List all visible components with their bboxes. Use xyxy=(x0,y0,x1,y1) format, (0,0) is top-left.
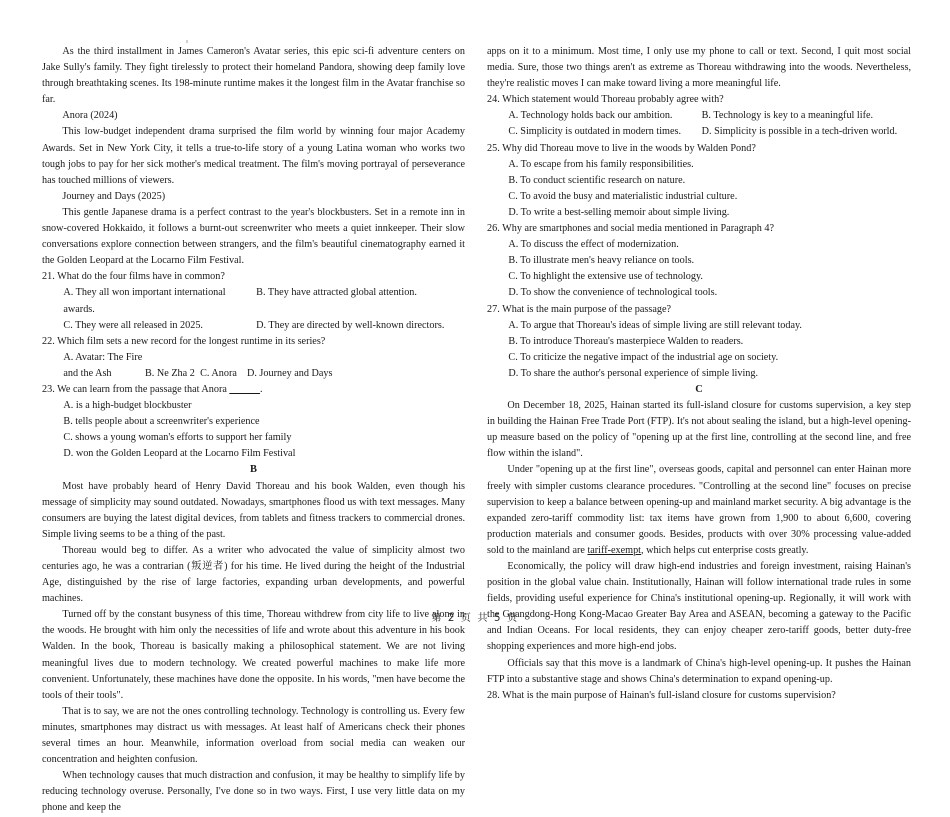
option-23-a[interactable]: A. is a high-budget blockbuster xyxy=(63,400,192,412)
passage-c-p2-part1: Under "opening up at the first line", overseas goods, capital and personnel can enter Hainan more freely with simpler customs clearance procedures. "Controlling at the second line" focuses on precise supervision to keep a balance between opening-up and mainland market security. A big advantage is the expanded zero-tariff commodity list: tax items have grown from 1,900 to about 6,600, covering production materials and consumer goods. Besides, products with over 30% processing value-added sold to the mainland are xyxy=(487,464,911,556)
question-21-options-row-1 xyxy=(42,285,465,317)
question-24-number: 24. xyxy=(487,94,500,106)
question-23-stem xyxy=(42,382,465,398)
option-22-b[interactable]: B. Ne Zha 2 xyxy=(145,367,195,379)
option-23-c[interactable]: C. shows a young woman's efforts to support her family xyxy=(63,432,292,444)
option-25-b[interactable]: B. To conduct scientific research on nature. xyxy=(508,174,686,186)
question-25-stem xyxy=(487,141,911,157)
question-26-number: 26. xyxy=(487,223,500,235)
question-22-text: Which film sets a new record for the longest runtime in its series? xyxy=(57,335,326,347)
option-21-b[interactable]: B. They have attracted global attention. xyxy=(256,287,417,299)
question-23-text-after: . xyxy=(259,383,263,395)
question-24-options-row-2 xyxy=(487,124,911,140)
passage-c-paragraph-4: Officials say that this move is a landmark of China's high-level opening-up. It pushes the Hainan FTP into a substantive stage and shows China's determination to expand opening-up. xyxy=(487,657,911,685)
question-28-text: What is the main purpose of Hainan's full-island closure for customs supervision? xyxy=(502,689,836,701)
question-28-stem xyxy=(487,688,911,704)
option-22-a[interactable]: A. Avatar: The Fire and the Ash xyxy=(63,351,143,379)
option-25-d[interactable]: D. To write a best-selling memoir about simple living. xyxy=(508,206,730,218)
paragraph-avatar: As the third installment in James Cameron's Avatar series, this epic sci-fi adventure centers on Jake Sully's family. They fight tirelessly to protect their homeland Pandora, showing deep family love through breathtaking scenes. Its 198-minute runtime makes it the longest film in the Avatar franchise so far. xyxy=(42,46,465,106)
section-c-letter: C xyxy=(695,383,703,395)
option-27-b[interactable]: B. To introduce Thoreau's masterpiece Walden to readers. xyxy=(508,335,744,347)
passage-b-paragraph-3: Turned off by the constant busyness of this time, Thoreau withdrew from city life to live alone in the woods. He brought with him only the necessities of life and wrote about this adventure in his book Walden. In the book, Thoreau is basically making a philosophical statement. We are not living meaningful lives due to modern technology. We created powerful machines to make life more convenient. Unfortunately, these machines have done the opposite. In his words, "men have become the tools of their tools". xyxy=(42,609,465,701)
right-column xyxy=(487,44,911,704)
question-27-number: 27. xyxy=(487,303,500,315)
question-28-number: 28. xyxy=(487,689,500,701)
section-b-letter: B xyxy=(250,464,257,476)
option-26-d[interactable]: D. To show the convenience of technological tools. xyxy=(508,287,718,299)
passage-b-paragraph-5-left: When technology causes that much distraction and confusion, it may be healthy to simplify life by reducing technology overuse. Personally, I've done so in two ways. First, I use very little data on my phone and keep the xyxy=(42,770,465,814)
option-27-a[interactable]: A. To argue that Thoreau's ideas of simple living are still relevant today. xyxy=(508,319,802,331)
heading-anora: Anora (2024) xyxy=(62,110,118,122)
question-25-number: 25. xyxy=(487,142,500,154)
passage-c-paragraph-2 xyxy=(487,462,911,559)
option-27-d[interactable]: D. To share the author's personal experience of simple living. xyxy=(508,367,759,379)
question-24-options-row-1 xyxy=(487,108,911,124)
question-24-text: Which statement would Thoreau probably agree with? xyxy=(502,94,724,106)
question-27-text: What is the main purpose of the passage? xyxy=(502,303,671,315)
passage-b-p2-chinese-gloss: 叛逆者 xyxy=(190,561,225,572)
question-24-stem xyxy=(487,92,911,108)
option-24-c[interactable]: C. Simplicity is outdated in modern times. xyxy=(508,126,682,138)
question-26-text: Why are smartphones and social media mentioned in Paragraph 4? xyxy=(502,223,774,235)
passage-b-p2-part2: ) for his time. He lived during the height of the Industrial Age, distinguished by the rise of large factories, expanding urban developments, and powerful machines. xyxy=(42,561,465,605)
option-24-a[interactable]: A. Technology holds back our ambition. xyxy=(508,110,673,122)
option-24-d[interactable]: D. Simplicity is possible in a tech-driven world. xyxy=(701,126,898,138)
question-26-stem xyxy=(487,221,911,237)
option-23-d[interactable]: D. won the Golden Leopard at the Locarno Film Festival xyxy=(63,448,296,460)
question-21-number: 21. xyxy=(42,271,55,283)
paragraph-journey-and-days: This gentle Japanese drama is a perfect contrast to the year's blockbusters. Set in a remote inn in snow-covered Hokkaido, it follows a burnt-out screenwriter who meets a quiet innkeeper. Their slow conversations explore connection between strangers, and the film's beautiful cinematography earned it the Golden Leopard at the Locarno Film Festival. xyxy=(42,206,465,267)
option-23-b[interactable]: B. tells people about a screenwriter's experience xyxy=(63,416,260,428)
question-21-options-row-2 xyxy=(42,318,465,334)
paragraph-anora: This low-budget independent drama surprised the film world by winning four major Academy Awards. Set in New York City, it tells a true-to-life story of a young Latina woman who works two tough jobs to pay for her sick mother's medical treatment. The film's moving portrayal of perseverance has touched millions of viewers. xyxy=(42,126,465,186)
option-24-b[interactable]: B. Technology is key to a meaningful life. xyxy=(701,110,874,122)
option-25-a[interactable]: A. To escape from his family responsibilities. xyxy=(508,158,694,170)
option-21-d[interactable]: D. They are directed by well-known directors. xyxy=(256,319,445,331)
question-22-stem xyxy=(42,334,465,350)
question-27-stem xyxy=(487,302,911,318)
passage-b-paragraph-2 xyxy=(42,543,465,607)
option-21-a[interactable]: A. They all won important international awards. xyxy=(63,287,226,315)
passage-c-p2-part2: , which helps cut enterprise costs greatly. xyxy=(641,544,809,556)
option-27-c[interactable]: C. To criticize the negative impact of the industrial age on society. xyxy=(508,351,779,363)
question-22-options xyxy=(42,350,465,382)
question-21-text: What do the four films have in common? xyxy=(57,271,225,283)
passage-b-paragraph-4: That is to say, we are not the ones controlling technology. Technology is controlling us. Every few minutes, smartphones may distract us with messages. At least half of Americans check their phones several times an hour. Meanwhile, information overload from social media can weaken our concentration and heighten confusion. xyxy=(42,705,465,766)
option-22-c[interactable]: C. Anora xyxy=(200,367,237,379)
page-footer: 第 2 页 共 5 页 xyxy=(431,613,519,624)
option-22-d[interactable]: D. Journey and Days xyxy=(246,367,333,379)
option-25-c[interactable]: C. To avoid the busy and materialistic industrial culture. xyxy=(508,190,738,202)
question-23-text-before: We can learn from the passage that Anora xyxy=(57,383,230,395)
question-23-blank: ______ xyxy=(229,383,260,395)
question-21-stem xyxy=(42,269,465,285)
question-23-number: 23. xyxy=(42,383,55,395)
option-26-b[interactable]: B. To illustrate men's heavy reliance on tools. xyxy=(508,255,695,267)
option-26-c[interactable]: C. To highlight the extensive use of technology. xyxy=(508,271,703,283)
passage-b-paragraph-5-right: apps on it to a minimum. Most time, I only use my phone to call or text. Second, I quit most social media. Sure, those two things aren't as extreme as Thoreau withdrawing into the woods. Nevertheless, they're realistic moves I can make toward living a more meaningful life. xyxy=(487,46,911,90)
question-25-text: Why did Thoreau move to live in the woods by Walden Pond? xyxy=(502,142,756,154)
passage-c-underlined-term: tariff-exempt xyxy=(587,544,641,556)
option-21-c[interactable]: C. They were all released in 2025. xyxy=(63,319,203,331)
passage-b-paragraph-1: Most have probably heard of Henry David Thoreau and his book Walden, even though his message of simplicity may sound outdated. Nowadays, smartphones flood us with text messages. Many consumers are buying the latest digital devices, from tablets and fitness trackers to commercial drones. Simple living seems to be a thing of the past. xyxy=(42,480,465,540)
heading-journey-and-days: Journey and Days (2025) xyxy=(62,190,166,202)
question-22-number: 22. xyxy=(42,335,55,347)
passage-b-p2-part1: Thoreau would beg to differ. As a writer who advocated the value of simplicity almost two centuries ago, he was a contrarian ( xyxy=(42,544,465,572)
passage-c-paragraph-1: On December 18, 2025, Hainan started its full-island closure for customs supervision, a key step in building the Hainan Free Trade Port (FTP). It's not about sealing the island, but a high-level opening-up measure based on the policy of "opening up at the first line, controlling at the second line, and free flow within the island". xyxy=(487,400,911,460)
page-speck xyxy=(186,40,188,43)
option-26-a[interactable]: A. To discuss the effect of modernization. xyxy=(508,239,679,251)
left-column xyxy=(42,44,465,817)
passage-c-paragraph-3: Economically, the policy will draw high-end industries and foreign investment, raising Hainan's position in the global value chain. Institutionally, Hainan will follow international trade rules in some fields, providing useful experience for China's institutional opening-up. Regionally, it will work with the Guangdong-Hong Kong-Macao Greater Bay Area and ASEAN, becoming a gateway to the Pacific and Indian Oceans. For local residents, they can enjoy cheaper zero-tariff goods, better duty-free shopping experiences and more high-end jobs. xyxy=(487,561,911,653)
